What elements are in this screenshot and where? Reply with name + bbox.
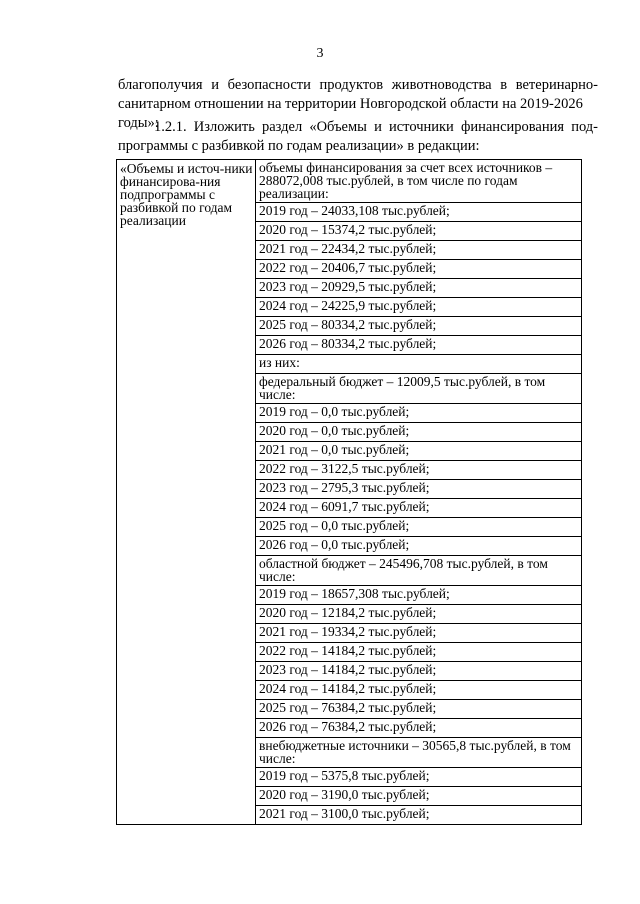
intro-line-4: программы с разбивкой по годам реализации» в редакции: (118, 138, 480, 154)
list-item: 2024 год – 24225,9 тыс.рублей; (256, 298, 581, 317)
list-item: 2021 год – 19334,2 тыс.рублей; (256, 624, 581, 643)
financing-table (116, 159, 582, 825)
list-item: 2024 год – 6091,7 тыс.рублей; (256, 499, 581, 518)
financing-label-cell: «Объемы и источ-ники финансирова-ния подпрограммы с разбивкой по годам реализации (117, 160, 256, 825)
list-item: 2020 год – 0,0 тыс.рублей; (256, 423, 581, 442)
list-item: 2025 год – 0,0 тыс.рублей; (256, 518, 581, 537)
financing-total-row: объемы финансирования за счет всех источников – 288072,008 тыс.рублей, в том числе по годам реализации: (256, 160, 581, 203)
list-item: 2026 год – 0,0 тыс.рублей; (256, 537, 581, 556)
extrabudgetary-row: внебюджетные источники – 30565,8 тыс.рублей, в том числе: (256, 738, 581, 768)
list-item: 2021 год – 0,0 тыс.рублей; (256, 442, 581, 461)
list-item: из них: (256, 355, 581, 374)
list-item: 2025 год – 76384,2 тыс.рублей; (256, 700, 581, 719)
list-item: 2019 год – 24033,108 тыс.рублей; (256, 203, 581, 222)
list-item: 2019 год – 18657,308 тыс.рублей; (256, 586, 581, 605)
regional-budget-row: областной бюджет – 245496,708 тыс.рублей, в том числе: (256, 556, 581, 586)
list-item: 2019 год – 0,0 тыс.рублей; (256, 404, 581, 423)
federal-budget-row: федеральный бюджет – 12009,5 тыс.рублей, в том числе: (256, 374, 581, 404)
list-item: 2023 год – 2795,3 тыс.рублей; (256, 480, 581, 499)
list-item: 2020 год – 3190,0 тыс.рублей; (256, 787, 581, 806)
intro-line-2: санитарном отношении на территории Новгородской области на 2019-2026 годы»: (118, 96, 583, 131)
list-item: 2020 год – 15374,2 тыс.рублей; (256, 222, 581, 241)
list-item: 2020 год – 12184,2 тыс.рублей; (256, 605, 581, 624)
list-item: 2022 год – 14184,2 тыс.рублей; (256, 643, 581, 662)
list-item: 2023 год – 14184,2 тыс.рублей; (256, 662, 581, 681)
list-item: 2023 год – 20929,5 тыс.рублей; (256, 279, 581, 298)
list-item: 2026 год – 76384,2 тыс.рублей; (256, 719, 581, 738)
list-item: 2024 год – 14184,2 тыс.рублей; (256, 681, 581, 700)
list-item: 2022 год – 20406,7 тыс.рублей; (256, 260, 581, 279)
page-number: 3 (316, 46, 324, 61)
intro-line-3: 1.2.1. Изложить раздел «Объемы и источники финансирования под- (154, 119, 598, 135)
list-item: 2026 год – 80334,2 тыс.рублей; (256, 336, 581, 355)
financing-values-cell (256, 160, 582, 825)
list-item: 2022 год – 3122,5 тыс.рублей; (256, 461, 581, 480)
intro-line-1: благополучия и безопасности продуктов животноводства в ветеринарно- (118, 77, 598, 93)
list-item: 2025 год – 80334,2 тыс.рублей; (256, 317, 581, 336)
list-item: 2019 год – 5375,8 тыс.рублей; (256, 768, 581, 787)
list-item: 2021 год – 22434,2 тыс.рублей; (256, 241, 581, 260)
list-item: 2021 год – 3100,0 тыс.рублей; (259, 806, 430, 821)
table-row (117, 160, 582, 825)
